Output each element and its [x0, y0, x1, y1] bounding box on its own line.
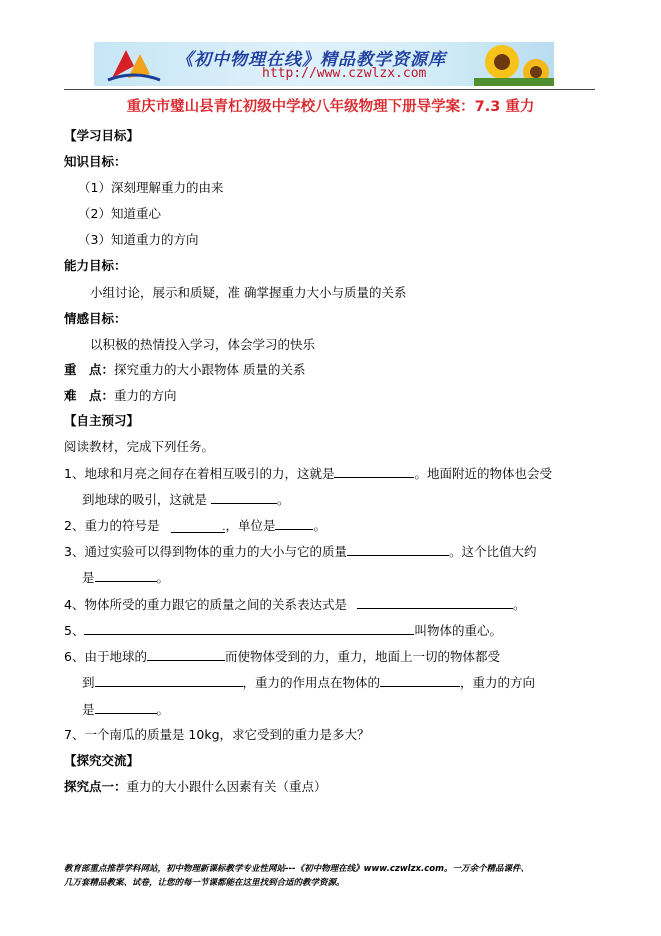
question-3-text-d: 。 — [156, 570, 170, 585]
question-3-text-b: 。这个比值大约 — [448, 544, 537, 559]
knowledge-goal-2: （2）知道重心 — [78, 206, 161, 221]
question-1-text-c: 到地球的吸引，这就是 — [82, 492, 208, 507]
question-3-text-c: 是 — [82, 570, 95, 585]
question-6-text-g: 。 — [156, 702, 170, 717]
question-6-text-b: 而使物体受到的力，重力，地面上一切的物体都受 — [224, 649, 500, 664]
question-6-line-2 — [82, 674, 535, 691]
key-point — [64, 362, 306, 378]
answer-blank[interactable] — [211, 491, 277, 504]
answer-blank[interactable] — [95, 701, 157, 714]
difficult-point-label: 难 点： — [64, 388, 115, 403]
answer-blank[interactable] — [95, 674, 243, 687]
question-2 — [64, 517, 326, 534]
question-7: 7、一个南瓜的质量是 10kg，求它受到的重力是多大？ — [64, 727, 370, 742]
question-6-text-f: 是 — [82, 702, 95, 717]
emotion-goals-label: 情感目标： — [64, 311, 127, 326]
header-banner — [94, 42, 554, 86]
question-6-line-3 — [82, 701, 169, 718]
question-2-text-c: 。 — [313, 518, 326, 533]
knowledge-goals-label: 知识目标： — [64, 154, 127, 169]
question-5-text-a: 5、 — [64, 623, 85, 638]
preview-intro: 阅读教材，完成下列任务。 — [64, 439, 215, 454]
question-1-text-a: 1、地球和月亮之间存在着相互吸引的力，这就是 — [64, 466, 335, 481]
difficult-point — [64, 388, 177, 404]
banner-title: 《初中物理在线》精品教学资源库 — [176, 50, 446, 70]
footer-line-1: 教育部重点推荐学科网站，初中物理新课标教学专业性网站---《初中物理在线》www.czwlzx.com。一万余个精品课件、 — [64, 864, 529, 874]
question-6-line-1 — [64, 648, 500, 665]
answer-blank[interactable] — [380, 674, 460, 687]
emotion-goal-text: 以积极的热情投入学习，体会学习的快乐 — [90, 337, 316, 352]
question-5-text-b: 叫物体的重心。 — [414, 623, 502, 638]
page-title: 重庆市璧山县青杠初级中学校八年级物理下册导学案：7.3 重力 — [126, 99, 535, 115]
question-4-text-a: 4、物体所受的重力跟它的质量之间的关系表达式是 — [64, 597, 347, 612]
question-3-line-2 — [82, 569, 169, 586]
question-1-line-2 — [82, 491, 290, 508]
question-4 — [64, 596, 525, 613]
explore-point-text: 重力的大小跟什么因素有关（重点） — [126, 779, 327, 794]
answer-blank[interactable] — [95, 569, 157, 582]
answer-blank[interactable] — [334, 465, 414, 478]
question-6-text-d: ，重力的作用点在物体的 — [242, 675, 381, 690]
question-1-text-b: 。地面附近的物体也会受 — [414, 466, 552, 481]
answer-blank[interactable] — [84, 622, 414, 635]
answer-blank[interactable] — [357, 596, 513, 609]
question-2-text-a: 2、重力的符号是 — [64, 518, 160, 533]
question-5 — [64, 622, 502, 639]
question-1-text-d: 。 — [277, 492, 290, 507]
question-6-text-c: 到 — [82, 675, 95, 690]
header-divider — [64, 89, 595, 90]
key-point-text: 探究重力的大小跟物体 质量的关系 — [114, 362, 306, 377]
section-explore: 【探究交流】 — [64, 753, 140, 768]
section-learning-goals: 【学习目标】 — [64, 128, 140, 143]
footer-line-2: 几万套精品教案、试卷，让您的每一节课都能在这里找到合适的教学资源。 — [64, 878, 345, 888]
question-3-line-1 — [64, 543, 536, 560]
question-2-text-b: ，单位是 — [225, 518, 276, 533]
question-6-text-e: ，重力的方向 — [460, 675, 536, 690]
question-1-line-1 — [64, 465, 552, 482]
answer-blank[interactable] — [275, 517, 313, 530]
explore-point-label: 探究点一： — [64, 779, 127, 794]
section-self-preview: 【自主预习】 — [64, 413, 140, 428]
page-footer — [64, 862, 604, 890]
answer-blank[interactable]: . — [171, 520, 225, 533]
site-logo-icon — [104, 44, 164, 84]
difficult-point-text: 重力的方向 — [114, 388, 177, 403]
key-point-label: 重 点： — [64, 362, 115, 377]
knowledge-goal-3: （3）知道重力的方向 — [78, 232, 199, 247]
answer-blank[interactable] — [147, 648, 225, 661]
question-3-text-a: 3、通过实验可以得到物体的重力的大小与它的质量 — [64, 544, 347, 559]
explore-point-1 — [64, 779, 327, 795]
answer-blank[interactable] — [347, 543, 449, 556]
knowledge-goal-1: （1）深刻理解重力的由来 — [78, 180, 224, 195]
question-6-text-a: 6、由于地球的 — [64, 649, 147, 664]
ability-goal-text: 小组讨论，展示和质疑，准 确掌握重力大小与质量的关系 — [90, 285, 407, 300]
sunflower-icon — [474, 42, 554, 86]
question-4-text-b: 。 — [512, 597, 526, 612]
banner-url: http://www.czwlzx.com — [262, 66, 427, 81]
ability-goals-label: 能力目标： — [64, 258, 127, 273]
